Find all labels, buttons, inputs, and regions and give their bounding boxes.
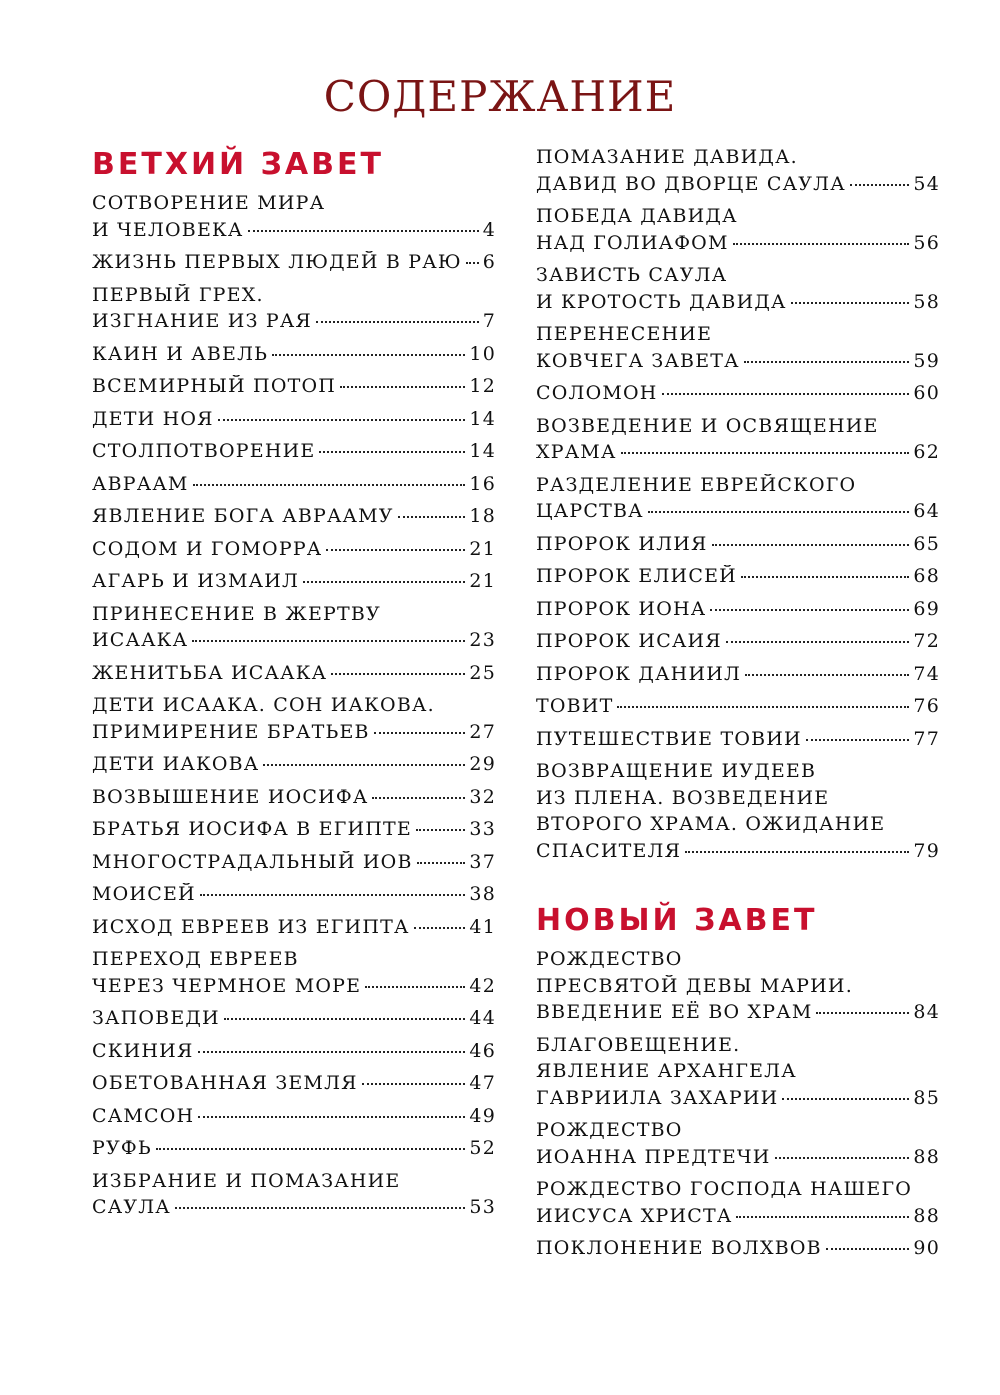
toc-entry-title: ЖЕНИТЬБА ИСААКА	[92, 661, 328, 684]
toc-entry-line	[92, 1007, 496, 1034]
toc-entry-line	[536, 1060, 940, 1087]
toc-entry-title: ЯВЛЕНИЕ БОГА АВРААМУ	[92, 505, 394, 527]
toc-entry[interactable]	[92, 440, 496, 467]
toc-entry-title: АГАРЬ И ИЗМАИЛ	[92, 570, 300, 592]
toc-entry[interactable]	[92, 851, 496, 878]
toc-entry-page: 38	[469, 883, 496, 905]
dot-leader	[741, 576, 910, 578]
toc-entry-line	[92, 694, 496, 721]
toc-entry-title: КАИН И АВЕЛЬ	[92, 342, 269, 365]
toc-entry-page: 56	[913, 231, 940, 254]
toc-entry-line	[92, 883, 496, 910]
dot-leader	[850, 184, 910, 186]
toc-entry-line	[536, 1146, 940, 1173]
toc-entry-title: ЗАВИСТЬ САУЛА	[536, 264, 728, 286]
toc-entry-line	[536, 264, 940, 291]
toc-entry-line	[536, 1119, 940, 1146]
toc-entry[interactable]	[92, 538, 496, 565]
dot-leader	[726, 641, 910, 643]
dot-leader	[248, 230, 479, 232]
toc-entry-page: 54	[913, 172, 940, 195]
toc-entry-line	[92, 851, 496, 878]
toc-entry-line	[92, 975, 496, 1002]
toc-entry[interactable]	[92, 284, 496, 337]
toc-entry-line	[536, 663, 940, 690]
toc-entry[interactable]	[92, 505, 496, 532]
toc-entry-title: И ЧЕЛОВЕКА	[92, 218, 244, 241]
toc-entry-line	[536, 565, 940, 592]
toc-entry-title: ЗАПОВЕДИ	[92, 1007, 220, 1029]
toc-entry-line	[536, 1205, 940, 1232]
toc-entry[interactable]	[92, 375, 496, 402]
toc-entry[interactable]	[92, 1007, 496, 1034]
toc-entry-title: ДЕТИ ИСААКА. СОН ИАКОВА.	[92, 694, 435, 716]
toc-entry-title: СОЛОМОН	[536, 382, 658, 404]
toc-entry-title: ИЗ ПЛЕНА. ВОЗВЕДЕНИЕ	[536, 786, 830, 809]
toc-entry-line	[536, 291, 940, 318]
toc-entry[interactable]	[536, 415, 940, 468]
toc-entry-line	[92, 505, 496, 532]
toc-entry-title: АВРААМ	[92, 472, 189, 495]
toc-entry-line	[536, 695, 940, 722]
toc-entry-page: 42	[469, 974, 496, 997]
toc-entry-line	[92, 818, 496, 845]
dot-leader	[193, 484, 466, 486]
dot-leader	[816, 1012, 909, 1014]
toc-entry-title: РУФЬ	[92, 1137, 152, 1159]
toc-entry-title: ЦАРСТВА	[536, 500, 644, 522]
dot-leader	[710, 609, 909, 611]
toc-entry-page: 27	[469, 720, 496, 743]
toc-entry[interactable]	[536, 1034, 940, 1114]
toc-entry-title: ПРОРОК ИСАИЯ	[536, 630, 722, 652]
toc-entry-page: 12	[469, 375, 496, 397]
toc-entry-line	[536, 1087, 940, 1114]
dot-leader	[156, 1148, 466, 1150]
dot-leader	[685, 851, 909, 853]
toc-entry-line	[536, 415, 940, 442]
toc-entry[interactable]	[536, 533, 940, 560]
toc-entry-line	[536, 1178, 940, 1205]
toc-entry-line	[536, 474, 940, 501]
toc-entry[interactable]	[92, 883, 496, 910]
dot-leader	[417, 862, 466, 864]
dot-leader	[224, 1018, 466, 1020]
dot-leader	[745, 674, 909, 676]
toc-entry-line	[536, 146, 940, 173]
toc-entry-line	[536, 1001, 940, 1028]
toc-entry-line	[92, 251, 496, 278]
toc-entry-title: РАЗДЕЛЕНИЕ ЕВРЕЙСКОГО	[536, 473, 857, 496]
toc-entry-title: РОЖДЕСТВО	[536, 1119, 683, 1141]
toc-entry-title: И КРОТОСТЬ ДАВИДА	[536, 290, 787, 313]
toc-entry-page: 25	[469, 661, 496, 684]
dot-leader	[466, 262, 479, 264]
toc-entry-title: ПОМАЗАНИЕ ДАВИДА.	[536, 146, 798, 168]
toc-entry-line	[536, 787, 940, 814]
dot-leader	[326, 549, 465, 551]
toc-entry-title: ИСХОД ЕВРЕЕВ ИЗ ЕГИПТА	[92, 915, 410, 938]
toc-entry-title: ГАВРИИЛА ЗАХАРИИ	[536, 1086, 779, 1109]
dot-leader	[331, 673, 465, 675]
toc-entry-page: 79	[913, 839, 940, 862]
toc-entry-line	[536, 205, 940, 232]
toc-entry[interactable]	[92, 343, 496, 370]
toc-entry-title: НАД ГОЛИАФОМ	[536, 231, 729, 254]
toc-entry-page: 62	[913, 441, 940, 463]
dot-leader	[416, 829, 465, 831]
dot-leader	[303, 581, 465, 583]
toc-entry-line	[92, 753, 496, 780]
dot-leader	[648, 511, 910, 513]
toc-entry-page: 21	[469, 570, 496, 592]
toc-entry-page: 14	[469, 407, 496, 430]
toc-entry-title: ПРОРОК ИЛИЯ	[536, 532, 708, 555]
toc-entry-page: 58	[913, 290, 940, 313]
dot-leader	[175, 1207, 466, 1209]
dot-leader	[736, 1216, 909, 1218]
toc-entry-line	[92, 219, 496, 246]
toc-entry-title: ТОВИТ	[536, 695, 614, 717]
toc-entry-page: 33	[469, 818, 496, 840]
toc-entry[interactable]	[92, 948, 496, 1001]
toc-entry-line	[536, 598, 940, 625]
toc-entry-page: 59	[913, 349, 940, 372]
toc-entry-title: ЖИЗНЬ ПЕРВЫХ ЛЮДЕЙ В РАЮ	[92, 251, 462, 273]
toc-entry-page: 23	[469, 629, 496, 651]
toc-entry[interactable]	[536, 663, 940, 690]
toc-entry-title: МНОГОСТРАДАЛЬНЫЙ ИОВ	[92, 850, 413, 873]
toc-entry[interactable]	[536, 630, 940, 657]
toc-entry-page: 88	[913, 1145, 940, 1168]
toc-entry[interactable]	[536, 760, 940, 866]
dot-leader	[791, 302, 910, 304]
old-testament-list-continued	[536, 146, 940, 866]
toc-entry[interactable]	[92, 1072, 496, 1099]
toc-entry[interactable]	[536, 948, 940, 1028]
toc-entry[interactable]	[92, 1105, 496, 1132]
toc-entry-line	[92, 662, 496, 689]
toc-entry-title: ЧЕРЕЗ ЧЕРМНОЕ МОРЕ	[92, 974, 362, 997]
dot-leader	[198, 1116, 465, 1118]
toc-entry-title: ПОБЕДА ДАВИДА	[536, 205, 738, 227]
toc-entry-title: ОБЕТОВАННАЯ ЗЕМЛЯ	[92, 1072, 358, 1094]
toc-entry-title: БРАТЬЯ ИОСИФА В ЕГИПТЕ	[92, 818, 412, 840]
toc-entry-page: 46	[469, 1039, 496, 1062]
toc-entry-line	[92, 310, 496, 337]
dot-leader	[712, 544, 910, 546]
toc-entry-line	[92, 343, 496, 370]
old-testament-list	[92, 192, 496, 1223]
toc-entry-line	[92, 916, 496, 943]
toc-entry[interactable]	[92, 818, 496, 845]
toc-entry-line	[92, 1072, 496, 1099]
dot-leader	[365, 986, 465, 988]
toc-entry[interactable]	[92, 1137, 496, 1164]
toc-entry-line	[536, 1237, 940, 1264]
dot-leader	[806, 739, 910, 741]
toc-entry-line	[536, 173, 940, 200]
toc-entry-page: 52	[469, 1137, 496, 1159]
toc-entry-line	[536, 441, 940, 468]
toc-entry-line	[92, 629, 496, 656]
toc-entry-title: СОТВОРЕНИЕ МИРА	[92, 192, 326, 214]
toc-entry-title: КОВЧЕГА ЗАВЕТА	[536, 349, 740, 372]
dot-leader	[374, 732, 466, 734]
toc-entry-title: СОДОМ И ГОМОРРА	[92, 537, 323, 560]
toc-entry-page: 76	[913, 695, 940, 717]
dot-leader	[192, 640, 465, 642]
toc-entry[interactable]	[536, 728, 940, 755]
dot-leader	[198, 1051, 466, 1053]
toc-entry-line	[92, 786, 496, 813]
toc-entry-title: ВСЕМИРНЫЙ ПОТОП	[92, 375, 337, 397]
toc-entry-title: ВОЗВЕДЕНИЕ И ОСВЯЩЕНИЕ	[536, 414, 879, 437]
toc-entry-title: ПРИМИРЕНИЕ БРАТЬЕВ	[92, 720, 370, 743]
toc-entry[interactable]	[92, 1170, 496, 1223]
section-title-old-testament: ВЕТХИЙ ЗАВЕТ	[92, 147, 384, 182]
toc-entry-line	[92, 1040, 496, 1067]
toc-entry[interactable]	[92, 408, 496, 435]
toc-entry-title: СКИНИЯ	[92, 1039, 194, 1062]
dot-leader	[263, 764, 465, 766]
toc-entry-page: 44	[469, 1007, 496, 1029]
toc-entry-line	[536, 382, 940, 409]
toc-entry-page: 74	[913, 662, 940, 685]
dot-leader	[782, 1098, 909, 1100]
toc-entry-line	[536, 813, 940, 840]
toc-entry-line	[92, 1137, 496, 1164]
toc-entry-line	[92, 284, 496, 311]
dot-leader	[414, 927, 466, 929]
toc-entry-page: 6	[482, 251, 496, 273]
toc-column-right	[536, 146, 940, 1270]
toc-entry[interactable]	[92, 192, 496, 245]
toc-entry-line	[536, 232, 940, 259]
toc-entry-title: ПРОРОК ИОНА	[536, 597, 707, 620]
toc-entry-line	[92, 538, 496, 565]
toc-entry-title: ПРИНЕСЕНИЕ В ЖЕРТВУ	[92, 602, 381, 625]
dot-leader	[272, 354, 465, 356]
toc-entry-title: РОЖДЕСТВО ГОСПОДА НАШЕГО	[536, 1178, 912, 1200]
toc-entry-title: ИОАННА ПРЕДТЕЧИ	[536, 1145, 771, 1168]
toc-entry-title: ВВЕДЕНИЕ ЕЁ ВО ХРАМ	[536, 1001, 813, 1023]
toc-entry-title: СТОЛПОТВОРЕНИЕ	[92, 440, 316, 462]
toc-entry-title: ХРАМА	[536, 441, 617, 463]
dot-leader	[372, 797, 465, 799]
toc-entry[interactable]	[536, 1237, 940, 1264]
new-testament-list	[536, 948, 940, 1264]
toc-entry[interactable]	[536, 565, 940, 592]
dot-leader	[398, 516, 466, 518]
toc-entry-page: 88	[913, 1204, 940, 1227]
toc-entry-title: ДАВИД ВО ДВОРЦЕ САУЛА	[536, 172, 846, 195]
toc-entry-line	[536, 840, 940, 867]
toc-entry-line	[92, 721, 496, 748]
toc-entry[interactable]	[92, 570, 496, 597]
toc-entry-line	[92, 1196, 496, 1223]
toc-entry-title: ПРОРОК ЕЛИСЕЙ	[536, 565, 737, 587]
toc-entry-line	[92, 375, 496, 402]
toc-entry[interactable]	[536, 323, 940, 376]
toc-entry-title: ПУТЕШЕСТВИЕ ТОВИИ	[536, 727, 802, 750]
toc-entry-line	[92, 1170, 496, 1197]
dot-leader	[218, 419, 466, 421]
dot-leader	[733, 243, 910, 245]
toc-entry[interactable]	[536, 474, 940, 527]
toc-entry-page: 77	[913, 727, 940, 750]
toc-entry-title: СПАСИТЕЛЯ	[536, 839, 682, 862]
toc-entry-line	[92, 603, 496, 630]
toc-entry[interactable]	[536, 598, 940, 625]
dot-leader	[316, 321, 479, 323]
toc-entry-page: 7	[482, 310, 496, 332]
toc-entry-page: 16	[469, 472, 496, 495]
toc-entry-page: 49	[469, 1104, 496, 1127]
toc-entry-title: ИСААКА	[92, 629, 189, 651]
dot-leader	[319, 451, 465, 453]
toc-entry[interactable]	[92, 662, 496, 689]
toc-entry-title: ПЕРВЫЙ ГРЕХ.	[92, 283, 264, 306]
toc-entry-line	[92, 948, 496, 975]
toc-entry-line	[92, 192, 496, 219]
toc-entry[interactable]	[536, 382, 940, 409]
toc-entry-page: 53	[469, 1196, 496, 1218]
toc-entry-line	[92, 408, 496, 435]
toc-entry-line	[536, 500, 940, 527]
toc-entry[interactable]	[92, 1040, 496, 1067]
toc-entry-page: 21	[469, 537, 496, 560]
dot-leader	[775, 1157, 910, 1159]
toc-entry-title: ВОЗВРАЩЕНИЕ ИУДЕЕВ	[536, 760, 817, 782]
toc-entry-title: ИЗБРАНИЕ И ПОМАЗАНИЕ	[92, 1169, 401, 1192]
toc-entry-title: ПЕРЕНЕСЕНИЕ	[536, 323, 713, 345]
toc-entry[interactable]	[536, 1178, 940, 1231]
toc-entry-line	[536, 323, 940, 350]
toc-entry-line	[536, 533, 940, 560]
toc-entry[interactable]	[536, 205, 940, 258]
toc-entry-title: ИИСУСА ХРИСТА	[536, 1204, 733, 1227]
toc-entry-line	[536, 975, 940, 1002]
toc-entry[interactable]	[536, 695, 940, 722]
dot-leader	[200, 894, 466, 896]
toc-entry-page: 69	[913, 597, 940, 620]
page-title: СОДЕРЖАНИЕ	[323, 72, 677, 121]
toc-entry-title: ЯВЛЕНИЕ АРХАНГЕЛА	[536, 1060, 797, 1082]
toc-entry[interactable]	[92, 694, 496, 747]
toc-entry-line	[536, 630, 940, 657]
dot-leader	[340, 386, 465, 388]
toc-entry-page: 65	[913, 532, 940, 555]
toc-entry[interactable]	[92, 603, 496, 656]
toc-entry-page: 29	[469, 753, 496, 775]
toc-entry-page: 72	[913, 630, 940, 652]
toc-entry-title: БЛАГОВЕЩЕНИЕ.	[536, 1033, 741, 1056]
toc-entry-line	[92, 1105, 496, 1132]
toc-entry-line	[92, 473, 496, 500]
toc-entry-title: ПОКЛОНЕНИЕ ВОЛХВОВ	[536, 1237, 822, 1259]
toc-entry-page: 47	[469, 1072, 496, 1094]
toc-entry-page: 41	[469, 915, 496, 938]
toc-entry-page: 4	[482, 218, 496, 241]
toc-entry-line	[536, 948, 940, 975]
toc-entry-title: ПРЕСВЯТОЙ ДЕВЫ МАРИИ.	[536, 974, 853, 997]
toc-entry-title: РОЖДЕСТВО	[536, 948, 683, 970]
toc-entry-title: ИЗГНАНИЕ ИЗ РАЯ	[92, 310, 312, 332]
toc-entry-title: ПРОРОК ДАНИИЛ	[536, 662, 742, 685]
toc-entry-page: 18	[469, 505, 496, 527]
toc-entry-line	[536, 1034, 940, 1061]
toc-entry-line	[92, 440, 496, 467]
dot-leader	[621, 452, 910, 454]
dot-leader	[826, 1248, 910, 1250]
dot-leader	[362, 1083, 466, 1085]
toc-entry-page: 10	[469, 342, 496, 365]
toc-entry-page: 32	[469, 785, 496, 808]
section-title-new-testament: НОВЫЙ ЗАВЕТ	[536, 903, 818, 938]
toc-entry[interactable]	[536, 1119, 940, 1172]
toc-entry-line	[536, 350, 940, 377]
toc-entry[interactable]	[92, 473, 496, 500]
toc-entry-line	[536, 728, 940, 755]
toc-entry[interactable]	[536, 264, 940, 317]
toc-entry[interactable]	[92, 916, 496, 943]
toc-entry-line	[92, 570, 496, 597]
toc-entry-page: 68	[913, 565, 940, 587]
toc-entry[interactable]	[92, 786, 496, 813]
toc-entry-title: ПЕРЕХОД ЕВРЕЕВ	[92, 948, 299, 970]
toc-entry-page: 85	[913, 1086, 940, 1109]
toc-entry-title: ДЕТИ ИАКОВА	[92, 753, 260, 775]
toc-entry-page: 60	[913, 382, 940, 404]
toc-entry-title: ДЕТИ НОЯ	[92, 407, 214, 430]
dot-leader	[662, 393, 910, 395]
toc-entry[interactable]	[92, 753, 496, 780]
toc-entry-page: 14	[469, 440, 496, 462]
toc-entry-page: 84	[913, 1001, 940, 1023]
toc-entry-title: САУЛА	[92, 1196, 171, 1218]
toc-entry[interactable]	[92, 251, 496, 278]
toc-entry-title: ВОЗВЫШЕНИЕ ИОСИФА	[92, 785, 369, 808]
toc-entry-title: САМСОН	[92, 1104, 195, 1127]
toc-column-left	[92, 146, 496, 1229]
dot-leader	[617, 706, 909, 708]
toc-entry-page: 90	[913, 1237, 940, 1259]
toc-entry-page: 64	[913, 500, 940, 522]
toc-entry-line	[536, 760, 940, 787]
toc-entry-page: 37	[469, 850, 496, 873]
dot-leader	[744, 361, 910, 363]
toc-entry-title: ВТОРОГО ХРАМА. ОЖИДАНИЕ	[536, 813, 886, 835]
toc-entry-title: МОИСЕЙ	[92, 883, 196, 905]
toc-entry[interactable]	[536, 146, 940, 199]
